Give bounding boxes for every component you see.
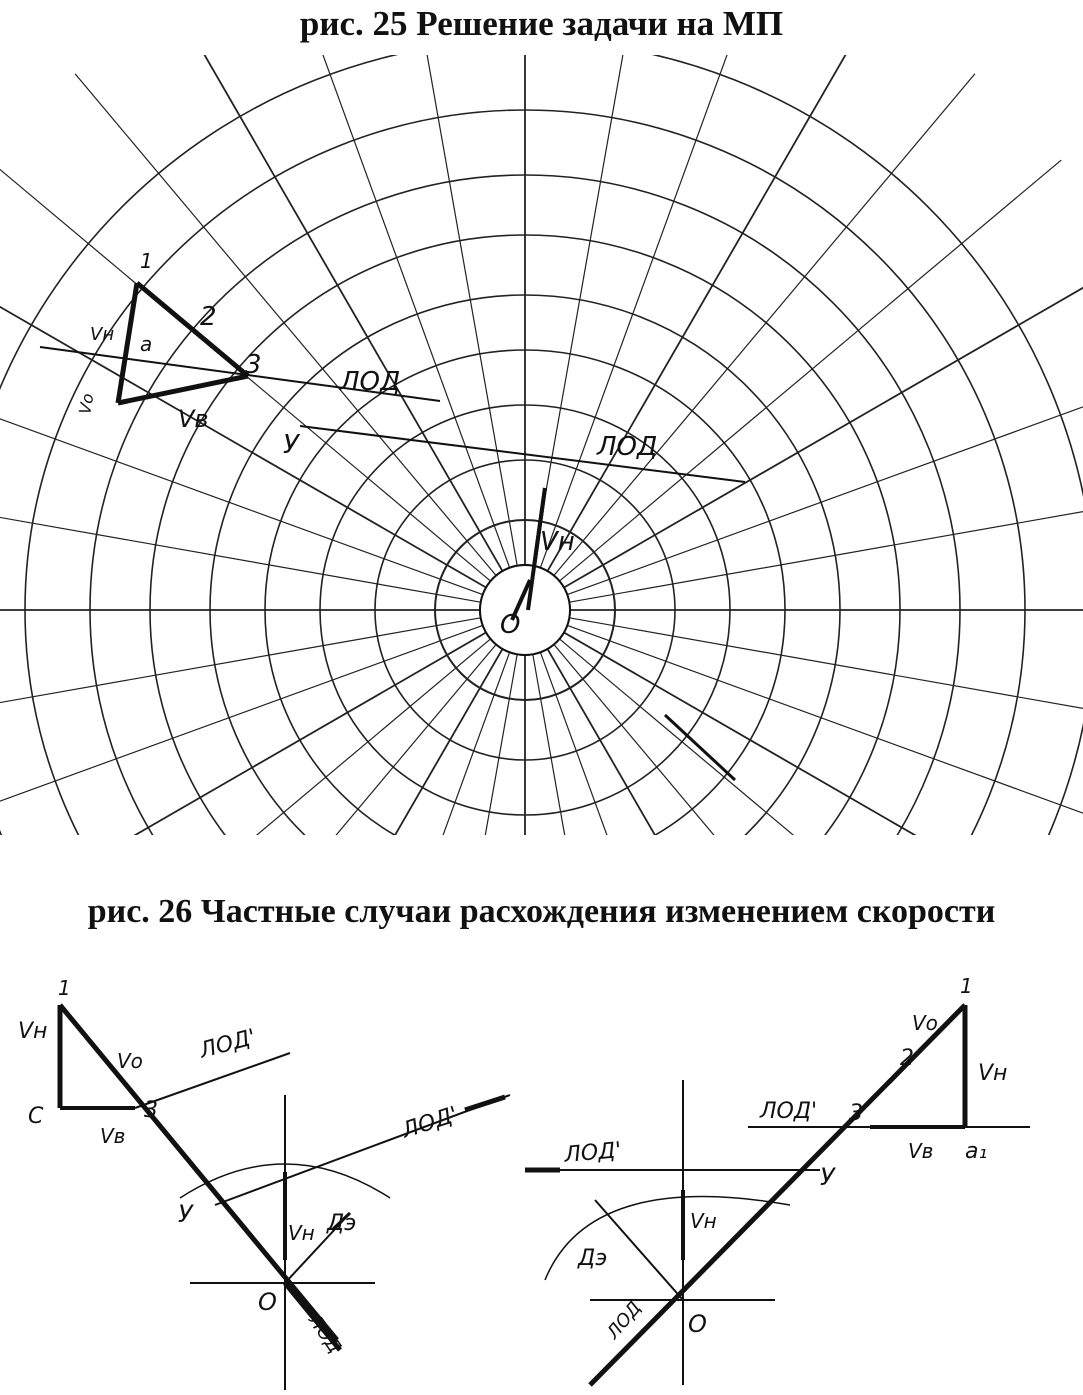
label-lod-lower: ЛОД [597,432,658,462]
left-label-vh-top: Vн [18,1019,48,1044]
right-label-1: 1 [960,974,973,998]
bearing-line [0,618,481,732]
figure-26-caption: рис. 26 Частные случаи расхождения изменением скорости [87,893,996,930]
bearing-line [554,644,975,835]
bearing-line [0,639,491,835]
bearing-line [564,260,1083,588]
left-axes-real [190,1213,375,1395]
bearing-line [559,160,1061,581]
bearing-line [569,618,1083,732]
label-vh-center: Vн [540,527,575,557]
figure-25-caption: рис. 25 Решение задачи на МП [299,4,784,43]
speed-change-diagrams [0,960,1083,1395]
bearing-line [569,488,1083,602]
range-ring [0,55,1083,835]
bearing-line [75,74,496,576]
bearing-line [403,55,517,566]
bearing-line [0,488,481,602]
maneuvering-board-diagram [0,55,1083,835]
lod-lower-line [300,426,745,482]
bearing-line [567,625,1083,835]
left-label-vo: Vо [117,1049,143,1073]
right-label-vh-right: Vн [978,1061,1008,1086]
label-point-o: О [500,610,521,640]
label-point-2: 2 [200,302,217,332]
right-label-3: 3 [849,1101,863,1126]
label-vo-rot: Vо [75,391,98,416]
polar-grid [0,55,1083,835]
label-vh-small: Vн [90,324,115,345]
bearing-line [286,652,510,835]
label-point-3: 3 [245,350,262,380]
bearing-line [175,55,503,571]
left-label-u: У [178,1200,193,1228]
label-point-u: У [283,430,299,460]
right-label-lod2: ЛОД' [563,1138,623,1168]
bearing-line [0,260,486,588]
left-label-lod-bottom: ЛОД [303,1310,346,1358]
right-label-a1: а₁ [965,1139,988,1164]
label-point-1: 1 [140,249,153,273]
right-label-vv: Vв [908,1139,934,1163]
right-diagram [525,1005,1030,1385]
right-label-u: У [820,1163,835,1191]
left-label-lod2: ЛОД' [399,1102,462,1144]
right-label-o: О [688,1310,707,1338]
bearing-line [0,625,483,835]
label-lod-upper: ЛОД [340,367,401,397]
bearing-line [540,652,764,835]
label-vb: Vв [178,405,209,433]
left-label-lod1: ЛОД' [197,1024,259,1064]
right-label-vo: Vо [912,1011,938,1035]
left-label-3: 3 [144,1098,158,1123]
right-label-vh-bottom: Vн [690,1209,717,1233]
left-label-o: О [258,1288,277,1316]
bearing-line [0,371,483,595]
right-de-line [595,1200,683,1300]
bearing-line [75,644,496,835]
right-label-lod-bottom: ЛОД [602,1297,646,1344]
label-point-a: а [140,332,153,356]
left-label-c: С [28,1104,44,1129]
right-label-2: 2 [900,1046,914,1071]
center-circle [480,565,570,655]
right-label-de: Дэ [578,1246,608,1271]
right-label-lod1: ЛОД' [760,1099,818,1124]
left-label-de: Дэ [327,1211,357,1236]
vector-vb [118,376,248,403]
bearing-line [533,55,647,566]
left-label-vh-bottom: Vн [288,1221,315,1245]
left-main-line [60,1005,337,1340]
bearing-line [554,74,975,576]
left-label-1: 1 [58,976,71,1000]
left-label-vv: Vв [100,1124,126,1148]
bearing-line [548,55,876,571]
